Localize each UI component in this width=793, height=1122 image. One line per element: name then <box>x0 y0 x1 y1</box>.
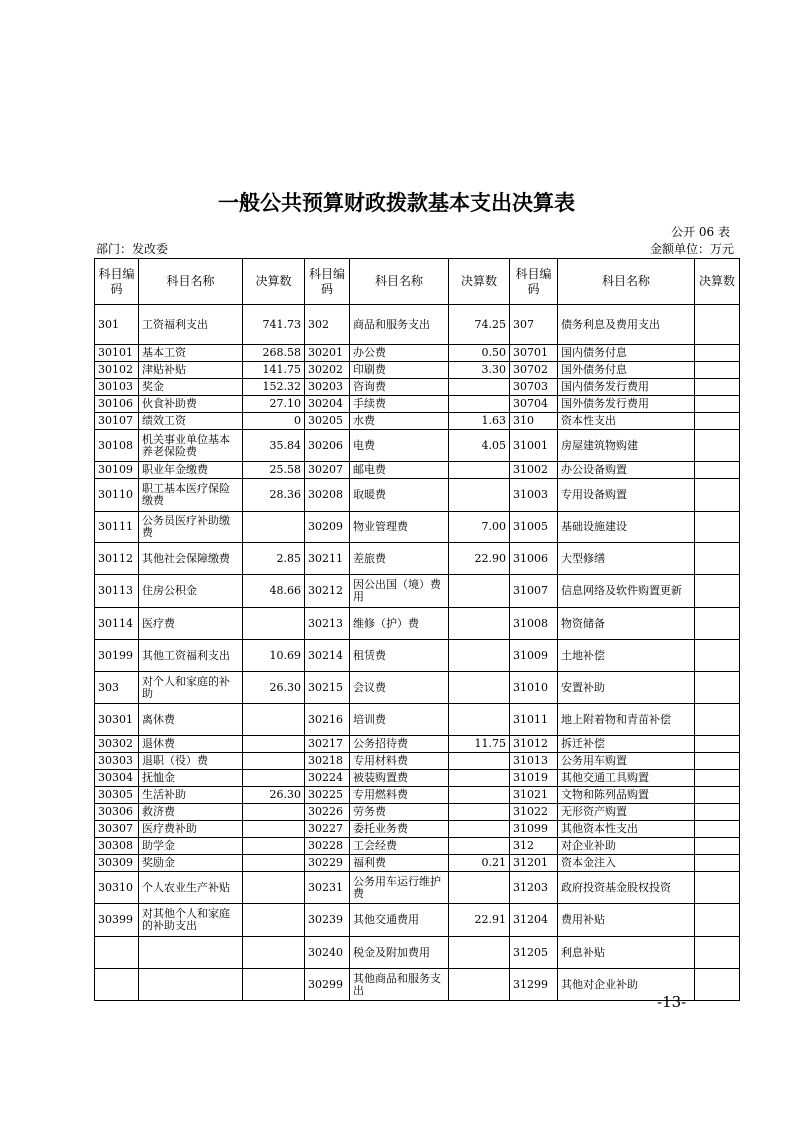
amount-cell <box>449 787 510 804</box>
amount-cell: 268.58 <box>243 345 305 362</box>
code-cell: 30302 <box>95 736 139 753</box>
amount-cell <box>695 396 740 413</box>
code-cell: 30112 <box>95 543 139 575</box>
name-cell: 债务利息及费用支出 <box>558 305 695 345</box>
code-cell: 31019 <box>510 770 558 787</box>
name-cell: 公务用车运行维护费 <box>350 872 449 904</box>
table-row <box>95 904 740 937</box>
name-cell: 职工基本医疗保险缴费 <box>139 479 243 512</box>
code-cell: 30107 <box>95 413 139 430</box>
code-cell: 302 <box>305 305 350 345</box>
amount-cell <box>695 640 740 672</box>
code-cell: 30307 <box>95 821 139 838</box>
code-cell: 310 <box>510 413 558 430</box>
code-cell: 30208 <box>305 479 350 512</box>
name-cell: 委托业务费 <box>350 821 449 838</box>
code-cell: 30205 <box>305 413 350 430</box>
name-cell: 租赁费 <box>350 640 449 672</box>
code-cell: 30301 <box>95 704 139 736</box>
code-cell: 30201 <box>305 345 350 362</box>
name-cell: 机关事业单位基本养老保险费 <box>139 430 243 462</box>
code-cell: 31008 <box>510 608 558 640</box>
code-cell: 31002 <box>510 462 558 479</box>
name-cell: 退休费 <box>139 736 243 753</box>
name-cell: 邮电费 <box>350 462 449 479</box>
code-cell: 30304 <box>95 770 139 787</box>
amount-cell <box>243 969 305 1001</box>
table-row <box>95 704 740 736</box>
code-cell: 30203 <box>305 379 350 396</box>
name-cell: 安置补助 <box>558 672 695 704</box>
header-amount: 决算数 <box>243 259 305 305</box>
name-cell: 利息补贴 <box>558 937 695 969</box>
name-cell: 其他商品和服务支出 <box>350 969 449 1001</box>
table-row <box>95 969 740 1001</box>
amount-cell: 4.05 <box>449 430 510 462</box>
code-cell: 30216 <box>305 704 350 736</box>
name-cell: 对其他个人和家庭的补助支出 <box>139 904 243 937</box>
table-row <box>95 787 740 804</box>
amount-cell <box>449 672 510 704</box>
code-cell: 30108 <box>95 430 139 462</box>
name-cell: 印刷费 <box>350 362 449 379</box>
amount-cell <box>243 770 305 787</box>
name-cell: 救济费 <box>139 804 243 821</box>
expenditure-table <box>94 258 740 1001</box>
code-cell: 30110 <box>95 479 139 512</box>
header-amount: 决算数 <box>449 259 510 305</box>
code-cell: 31007 <box>510 575 558 608</box>
table-row <box>95 462 740 479</box>
name-cell: 医疗费补助 <box>139 821 243 838</box>
name-cell: 无形资产购置 <box>558 804 695 821</box>
amount-cell: 0 <box>243 413 305 430</box>
table-row <box>95 838 740 855</box>
amount-cell <box>243 608 305 640</box>
code-cell: 30226 <box>305 804 350 821</box>
code-cell: 31006 <box>510 543 558 575</box>
table-header-row <box>95 259 740 305</box>
amount-cell: 28.36 <box>243 479 305 512</box>
code-cell: 30103 <box>95 379 139 396</box>
name-cell: 办公费 <box>350 345 449 362</box>
name-cell: 国外债务发行费用 <box>558 396 695 413</box>
code-cell: 30305 <box>95 787 139 804</box>
amount-cell: 27.10 <box>243 396 305 413</box>
code-cell: 31021 <box>510 787 558 804</box>
amount-cell <box>449 396 510 413</box>
code-cell: 31009 <box>510 640 558 672</box>
amount-cell <box>695 753 740 770</box>
name-cell: 专用燃料费 <box>350 787 449 804</box>
table-row <box>95 937 740 969</box>
code-cell: 30225 <box>305 787 350 804</box>
amount-cell: 741.73 <box>243 305 305 345</box>
table-row <box>95 305 740 345</box>
amount-cell <box>243 838 305 855</box>
amount-cell <box>695 787 740 804</box>
code-cell: 31003 <box>510 479 558 512</box>
name-cell: 其他资本性支出 <box>558 821 695 838</box>
name-cell: 办公设备购置 <box>558 462 695 479</box>
name-cell: 其他对企业补助 <box>558 969 695 1001</box>
name-cell: 会议费 <box>350 672 449 704</box>
amount-cell <box>449 575 510 608</box>
amount-cell: 1.63 <box>449 413 510 430</box>
amount-cell <box>449 937 510 969</box>
amount-cell <box>449 872 510 904</box>
name-cell: 公务员医疗补助缴费 <box>139 512 243 543</box>
code-cell: 31204 <box>510 904 558 937</box>
amount-cell <box>449 821 510 838</box>
name-cell: 咨询费 <box>350 379 449 396</box>
amount-cell <box>695 345 740 362</box>
amount-cell <box>243 804 305 821</box>
code-cell: 312 <box>510 838 558 855</box>
table-row <box>95 608 740 640</box>
code-cell: 30214 <box>305 640 350 672</box>
name-cell: 物资储备 <box>558 608 695 640</box>
code-cell: 31205 <box>510 937 558 969</box>
amount-cell <box>695 969 740 1001</box>
amount-cell <box>695 904 740 937</box>
amount-cell <box>449 804 510 821</box>
code-cell: 30215 <box>305 672 350 704</box>
table-row <box>95 396 740 413</box>
amount-cell <box>449 704 510 736</box>
amount-cell <box>695 937 740 969</box>
code-cell: 30701 <box>510 345 558 362</box>
code-cell: 30399 <box>95 904 139 937</box>
amount-cell: 0.50 <box>449 345 510 362</box>
code-cell: 30306 <box>95 804 139 821</box>
code-cell: 30228 <box>305 838 350 855</box>
amount-cell <box>695 305 740 345</box>
name-cell: 助学金 <box>139 838 243 855</box>
amount-cell <box>695 608 740 640</box>
header-name: 科目名称 <box>350 259 449 305</box>
amount-cell <box>695 575 740 608</box>
name-cell: 基本工资 <box>139 345 243 362</box>
code-cell: 30239 <box>305 904 350 937</box>
code-cell: 30231 <box>305 872 350 904</box>
header-name: 科目名称 <box>139 259 243 305</box>
code-cell: 31001 <box>510 430 558 462</box>
code-cell: 30218 <box>305 753 350 770</box>
table-row <box>95 379 740 396</box>
name-cell: 政府投资基金股权投资 <box>558 872 695 904</box>
name-cell: 大型修缮 <box>558 543 695 575</box>
amount-cell <box>695 462 740 479</box>
table-row <box>95 736 740 753</box>
code-cell: 30213 <box>305 608 350 640</box>
code-cell: 31201 <box>510 855 558 872</box>
code-cell: 30299 <box>305 969 350 1001</box>
name-cell: 国内债务发行费用 <box>558 379 695 396</box>
code-cell: 30217 <box>305 736 350 753</box>
name-cell: 土地补偿 <box>558 640 695 672</box>
name-cell: 其他交通费用 <box>350 904 449 937</box>
code-cell: 30207 <box>305 462 350 479</box>
amount-cell: 22.90 <box>449 543 510 575</box>
amount-cell: 11.75 <box>449 736 510 753</box>
name-cell: 其他工资福利支出 <box>139 640 243 672</box>
name-cell: 维修（护）费 <box>350 608 449 640</box>
name-cell: 退职（役）费 <box>139 753 243 770</box>
amount-cell <box>695 872 740 904</box>
table-row <box>95 512 740 543</box>
table-row <box>95 753 740 770</box>
table-row <box>95 575 740 608</box>
amount-cell <box>449 770 510 787</box>
amount-cell <box>449 479 510 512</box>
code-cell: 31203 <box>510 872 558 904</box>
amount-cell <box>695 821 740 838</box>
code-cell: 31011 <box>510 704 558 736</box>
amount-cell <box>449 753 510 770</box>
table-row <box>95 821 740 838</box>
code-cell: 30704 <box>510 396 558 413</box>
name-cell: 其他社会保障缴费 <box>139 543 243 575</box>
form-number: 公开 06 表 <box>671 225 730 239</box>
name-cell: 公务用车购置 <box>558 753 695 770</box>
name-cell: 专用设备购置 <box>558 479 695 512</box>
name-cell: 对个人和家庭的补助 <box>139 672 243 704</box>
amount-cell <box>243 904 305 937</box>
name-cell: 其他交通工具购置 <box>558 770 695 787</box>
amount-cell: 0.21 <box>449 855 510 872</box>
amount-cell: 25.58 <box>243 462 305 479</box>
amount-cell <box>695 479 740 512</box>
name-cell: 信息网络及软件购置更新 <box>558 575 695 608</box>
name-cell: 医疗费 <box>139 608 243 640</box>
name-cell: 个人农业生产补贴 <box>139 872 243 904</box>
name-cell: 拆迁补偿 <box>558 736 695 753</box>
code-cell: 30229 <box>305 855 350 872</box>
code-cell: 31099 <box>510 821 558 838</box>
code-cell: 30109 <box>95 462 139 479</box>
name-cell: 物业管理费 <box>350 512 449 543</box>
name-cell: 津贴补贴 <box>139 362 243 379</box>
amount-cell <box>695 804 740 821</box>
name-cell: 职业年金缴费 <box>139 462 243 479</box>
amount-cell: 152.32 <box>243 379 305 396</box>
amount-cell <box>695 672 740 704</box>
table-row <box>95 640 740 672</box>
amount-cell <box>695 362 740 379</box>
name-cell: 商品和服务支出 <box>350 305 449 345</box>
code-cell: 30102 <box>95 362 139 379</box>
name-cell <box>139 969 243 1001</box>
table-row <box>95 804 740 821</box>
name-cell: 公务招待费 <box>350 736 449 753</box>
code-cell: 31010 <box>510 672 558 704</box>
code-cell: 31005 <box>510 512 558 543</box>
table-row <box>95 543 740 575</box>
code-cell: 30106 <box>95 396 139 413</box>
code-cell: 30240 <box>305 937 350 969</box>
amount-cell <box>695 838 740 855</box>
table-row <box>95 430 740 462</box>
amount-cell <box>449 838 510 855</box>
name-cell: 费用补贴 <box>558 904 695 937</box>
amount-cell <box>695 512 740 543</box>
code-cell: 31013 <box>510 753 558 770</box>
amount-cell: 7.00 <box>449 512 510 543</box>
code-cell: 30303 <box>95 753 139 770</box>
table-row <box>95 362 740 379</box>
table-row <box>95 413 740 430</box>
code-cell: 31022 <box>510 804 558 821</box>
code-cell: 30206 <box>305 430 350 462</box>
name-cell: 绩效工资 <box>139 413 243 430</box>
name-cell: 地上附着物和青苗补偿 <box>558 704 695 736</box>
code-cell: 30113 <box>95 575 139 608</box>
amount-cell: 26.30 <box>243 672 305 704</box>
amount-cell <box>695 413 740 430</box>
code-cell: 30209 <box>305 512 350 543</box>
amount-cell <box>695 543 740 575</box>
header-amount: 决算数 <box>695 259 740 305</box>
name-cell: 手续费 <box>350 396 449 413</box>
page-number: -13- <box>657 993 687 1011</box>
amount-cell <box>695 736 740 753</box>
table-row <box>95 672 740 704</box>
unit-label: 金额单位：万元 <box>649 242 734 256</box>
name-cell: 电费 <box>350 430 449 462</box>
amount-cell <box>243 753 305 770</box>
amount-cell <box>449 462 510 479</box>
amount-cell <box>695 770 740 787</box>
amount-cell: 26.30 <box>243 787 305 804</box>
amount-cell <box>243 736 305 753</box>
amount-cell: 48.66 <box>243 575 305 608</box>
amount-cell <box>449 608 510 640</box>
amount-cell <box>449 640 510 672</box>
amount-cell <box>449 379 510 396</box>
name-cell: 培训费 <box>350 704 449 736</box>
name-cell: 生活补助 <box>139 787 243 804</box>
name-cell: 税金及附加费用 <box>350 937 449 969</box>
code-cell: 30703 <box>510 379 558 396</box>
code-cell <box>95 969 139 1001</box>
code-cell: 303 <box>95 672 139 704</box>
table-row <box>95 345 740 362</box>
name-cell: 资本性支出 <box>558 413 695 430</box>
code-cell: 30212 <box>305 575 350 608</box>
header-code: 科目编码 <box>95 259 139 305</box>
name-cell: 抚恤金 <box>139 770 243 787</box>
header-name: 科目名称 <box>558 259 695 305</box>
table-row <box>95 770 740 787</box>
amount-cell: 35.84 <box>243 430 305 462</box>
name-cell: 工会经费 <box>350 838 449 855</box>
amount-cell <box>695 855 740 872</box>
amount-cell <box>243 512 305 543</box>
name-cell: 基础设施建设 <box>558 512 695 543</box>
amount-cell: 22.91 <box>449 904 510 937</box>
name-cell: 资本金注入 <box>558 855 695 872</box>
name-cell: 差旅费 <box>350 543 449 575</box>
name-cell: 福利费 <box>350 855 449 872</box>
amount-cell <box>243 855 305 872</box>
code-cell: 30202 <box>305 362 350 379</box>
name-cell: 伙食补助费 <box>139 396 243 413</box>
code-cell: 30204 <box>305 396 350 413</box>
name-cell: 被装购置费 <box>350 770 449 787</box>
code-cell: 307 <box>510 305 558 345</box>
amount-cell: 3.30 <box>449 362 510 379</box>
code-cell: 301 <box>95 305 139 345</box>
name-cell: 文物和陈列品购置 <box>558 787 695 804</box>
code-cell <box>95 937 139 969</box>
code-cell: 30308 <box>95 838 139 855</box>
code-cell: 30101 <box>95 345 139 362</box>
amount-cell <box>243 821 305 838</box>
code-cell: 30114 <box>95 608 139 640</box>
code-cell: 30111 <box>95 512 139 543</box>
name-cell: 对企业补助 <box>558 838 695 855</box>
code-cell: 30309 <box>95 855 139 872</box>
header-code: 科目编码 <box>510 259 558 305</box>
name-cell: 国内债务付息 <box>558 345 695 362</box>
amount-cell <box>695 430 740 462</box>
code-cell: 30310 <box>95 872 139 904</box>
amount-cell: 141.75 <box>243 362 305 379</box>
table-row <box>95 872 740 904</box>
name-cell: 工资福利支出 <box>139 305 243 345</box>
name-cell: 劳务费 <box>350 804 449 821</box>
amount-cell <box>243 704 305 736</box>
name-cell: 取暖费 <box>350 479 449 512</box>
code-cell: 30224 <box>305 770 350 787</box>
code-cell: 30227 <box>305 821 350 838</box>
amount-cell <box>449 969 510 1001</box>
amount-cell: 74.25 <box>449 305 510 345</box>
name-cell: 水费 <box>350 413 449 430</box>
name-cell: 奖励金 <box>139 855 243 872</box>
code-cell: 30199 <box>95 640 139 672</box>
department-label: 部门：发改委 <box>96 242 169 256</box>
amount-cell: 10.69 <box>243 640 305 672</box>
amount-cell <box>243 937 305 969</box>
table-row <box>95 479 740 512</box>
name-cell: 国外债务付息 <box>558 362 695 379</box>
name-cell: 住房公积金 <box>139 575 243 608</box>
amount-cell <box>243 872 305 904</box>
code-cell: 30702 <box>510 362 558 379</box>
name-cell: 专用材料费 <box>350 753 449 770</box>
code-cell: 31012 <box>510 736 558 753</box>
amount-cell: 2.85 <box>243 543 305 575</box>
page-title: 一般公共预算财政拨款基本支出决算表 <box>218 191 575 215</box>
name-cell: 奖金 <box>139 379 243 396</box>
header-code: 科目编码 <box>305 259 350 305</box>
name-cell: 房屋建筑物购建 <box>558 430 695 462</box>
name-cell: 离休费 <box>139 704 243 736</box>
amount-cell <box>695 704 740 736</box>
code-cell: 31299 <box>510 969 558 1001</box>
name-cell <box>139 937 243 969</box>
name-cell: 因公出国（境）费用 <box>350 575 449 608</box>
amount-cell <box>695 379 740 396</box>
code-cell: 30211 <box>305 543 350 575</box>
table-row <box>95 855 740 872</box>
